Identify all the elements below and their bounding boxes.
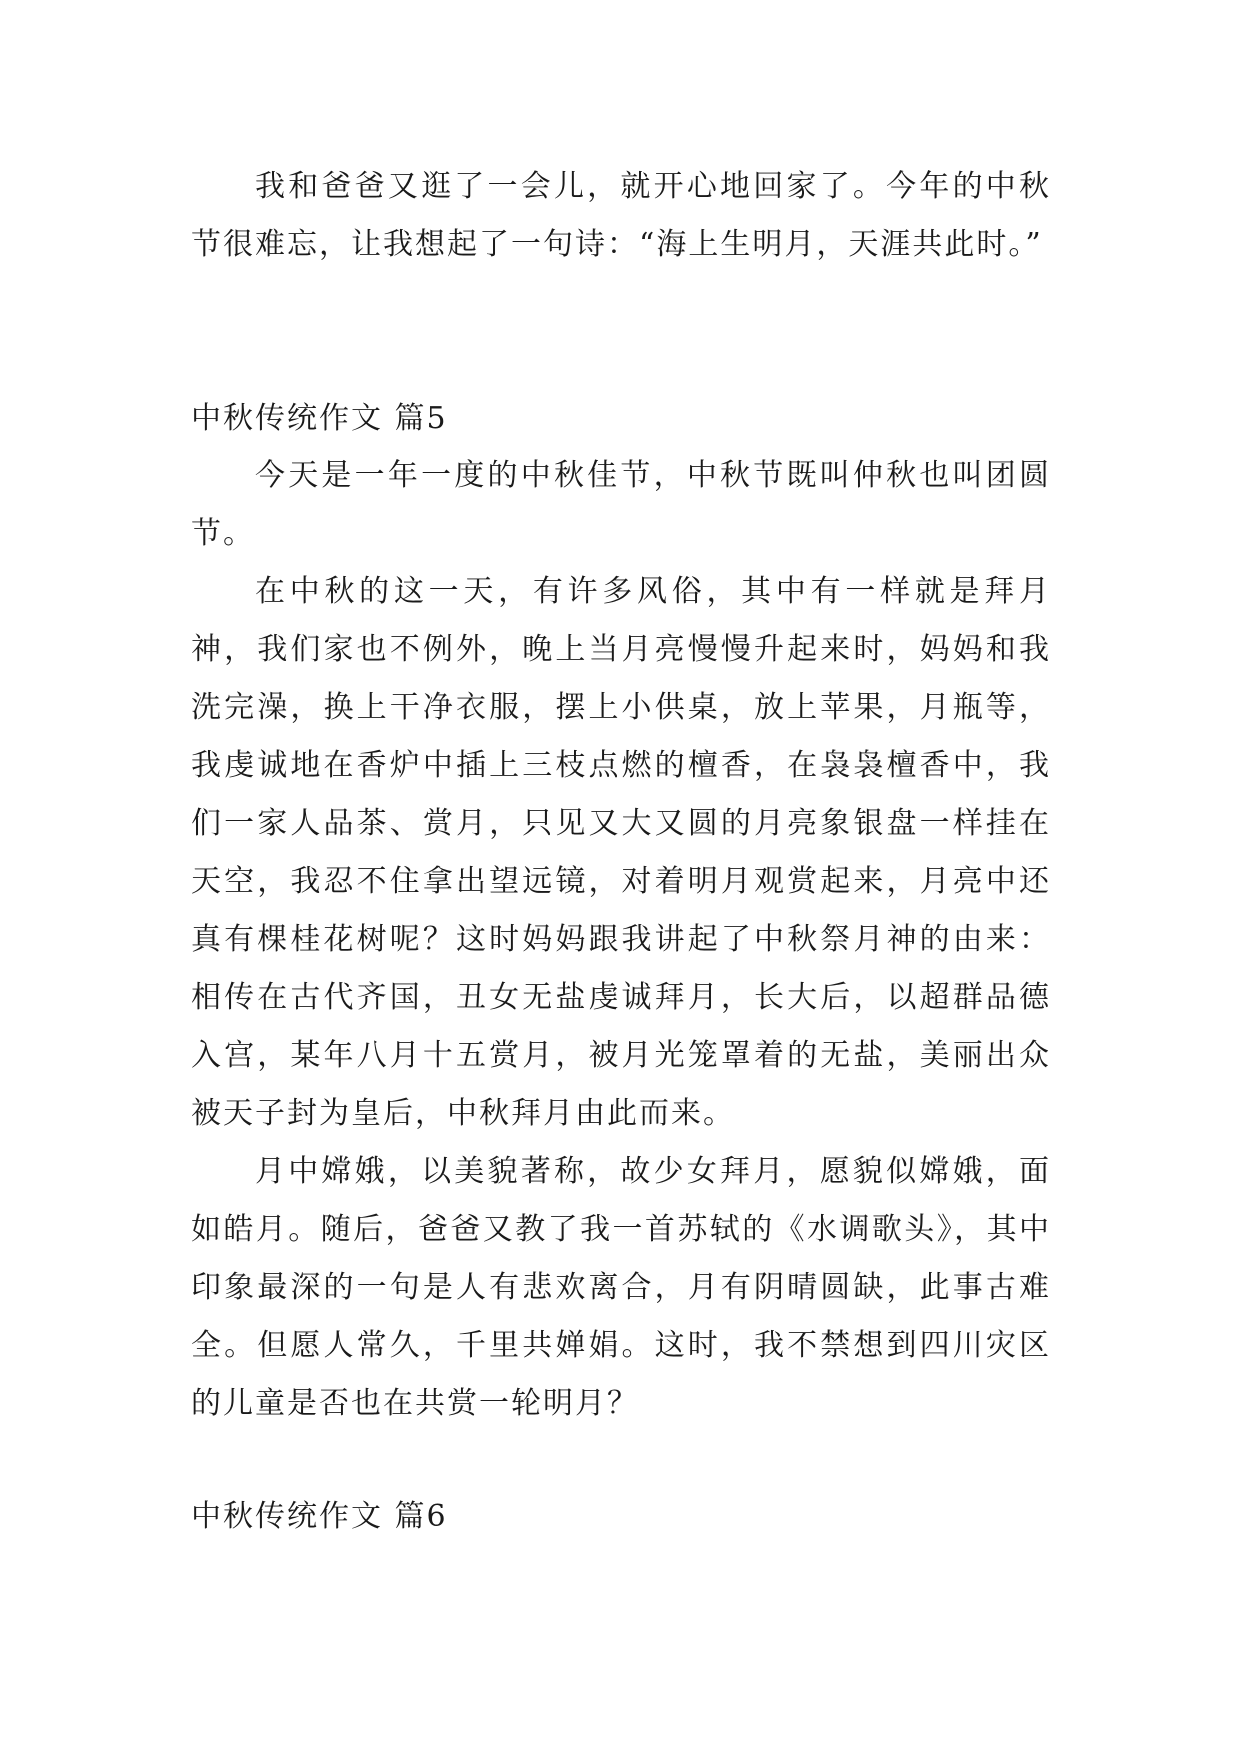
paragraph-intro: 我和爸爸又逛了一会儿，就开心地回家了。今年的中秋节很难忘，让我想起了一句诗：“海上生明月，天涯共此时。”	[191, 169, 1051, 262]
essay-5-body	[191, 447, 1051, 1433]
essay-5-paragraph-3: 月中嫦娥，以美貌著称，故少女拜月，愿貌似嫦娥，面如皓月。随后，爸爸又教了我一首苏轼的《水调歌头》，其中印象最深的一句是人有悲欢离合，月有阴晴圆缺，此事古难全。但愿人常久，千里共婵娟。这时，我不禁想到四川灾区的儿童是否也在共赏一轮明月？	[191, 1154, 1051, 1421]
essay-5-paragraph-2: 在中秋的这一天，有许多风俗，其中有一样就是拜月神，我们家也不例外，晚上当月亮慢慢升起来时，妈妈和我洗完澡，换上干净衣服，摆上小供桌，放上苹果，月瓶等，我虔诚地在香炉中插上三枝点燃的檀香，在袅袅檀香中，我们一家人品茶、赏月，只见又大又圆的月亮象银盘一样挂在天空，我忍不住拿出望远镜，对着明月观赏起来，月亮中还真有棵桂花树呢？这时妈妈跟我讲起了中秋祭月神的由来：相传在古代齐国，丑女无盐虔诚拜月，长大后，以超群品德入宫，某年八月十五赏月，被月光笼罩着的无盐，美丽出众被天子封为皇后，中秋拜月由此而来。	[191, 574, 1051, 1131]
heading-essay-6-section	[191, 1488, 1051, 1546]
heading-essay-5-section	[191, 390, 1051, 448]
essay-5-paragraph-1: 今天是一年一度的中秋佳节，中秋节既叫仲秋也叫团圆节。	[191, 458, 1051, 551]
heading-essay-6: 中秋传统作文 篇6	[191, 1499, 448, 1534]
intro-section	[191, 158, 1051, 274]
heading-essay-5: 中秋传统作文 篇5	[191, 401, 448, 436]
